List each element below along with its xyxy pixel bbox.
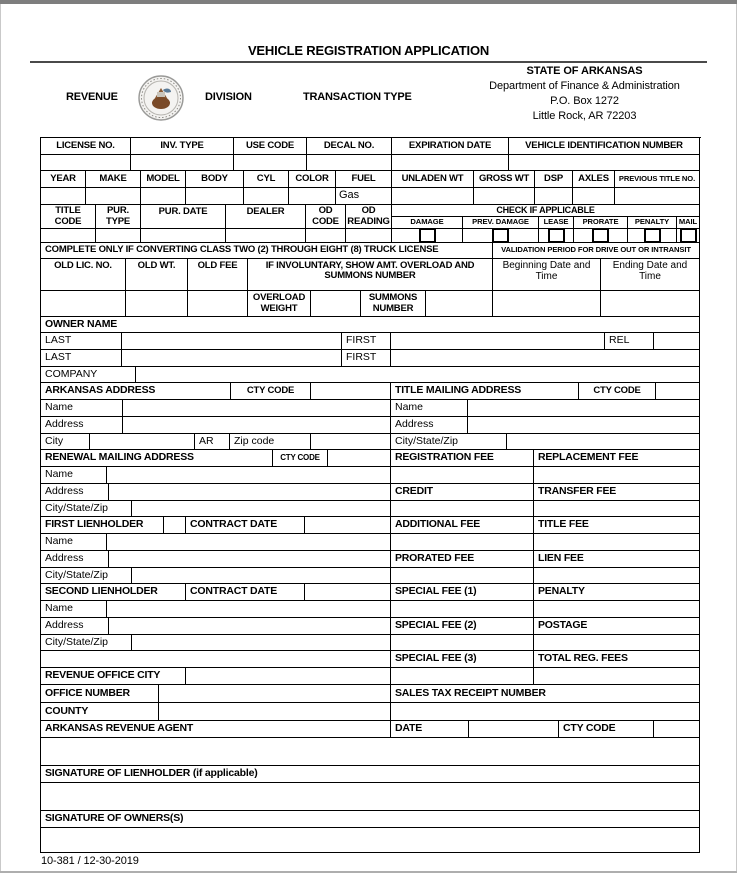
second-contract-date-input[interactable] bbox=[305, 584, 391, 601]
rel-input[interactable] bbox=[654, 333, 700, 350]
arkansas-name-label: Name bbox=[41, 400, 123, 417]
axles-input[interactable] bbox=[573, 188, 615, 205]
credit-input[interactable] bbox=[391, 501, 534, 517]
title-fee-label: TITLE FEE bbox=[534, 517, 700, 534]
title-mailing-cty-code-header: CTY CODE bbox=[579, 383, 656, 400]
axles-header: AXLES bbox=[573, 171, 615, 188]
postage-label: POSTAGE bbox=[534, 618, 700, 635]
overload-weight-header: OVERLOAD WEIGHT bbox=[248, 291, 311, 317]
lien2-name-input[interactable] bbox=[107, 601, 391, 618]
owner1-last-label: LAST bbox=[41, 333, 122, 350]
agency-state: STATE OF ARKANSAS bbox=[526, 65, 643, 77]
od-reading-header: OD READING bbox=[346, 205, 392, 229]
lien1-name-label: Name bbox=[41, 534, 107, 551]
summons-number-header: SUMMONS NUMBER bbox=[361, 291, 426, 317]
pur-date-header: PUR. DATE bbox=[141, 205, 226, 229]
agent-cty-code-label: CTY CODE bbox=[559, 721, 654, 738]
special-fee-2-input[interactable] bbox=[391, 635, 534, 651]
pur-date-input[interactable] bbox=[141, 229, 226, 243]
revenue-office-city-input[interactable] bbox=[186, 668, 391, 685]
lien1-address-label: Address bbox=[41, 551, 109, 568]
color-input[interactable] bbox=[289, 188, 336, 205]
body-input[interactable] bbox=[186, 188, 244, 205]
dealer-header: DEALER bbox=[226, 205, 306, 229]
check-if-applicable-block bbox=[392, 205, 700, 229]
renewal-csz-input[interactable] bbox=[132, 501, 391, 517]
prev-damage-checkbox[interactable] bbox=[492, 229, 509, 243]
sales-tax-receipt-input[interactable] bbox=[391, 703, 700, 721]
vin-input[interactable] bbox=[509, 155, 700, 171]
arkansas-address-label: Address bbox=[41, 417, 123, 434]
summons-number-input[interactable] bbox=[426, 291, 493, 317]
renewal-name-label: Name bbox=[41, 467, 107, 484]
make-header: MAKE bbox=[86, 171, 141, 188]
prorated-fee-label: PRORATED FEE bbox=[391, 551, 534, 568]
pur-type-header: PUR. TYPE bbox=[96, 205, 141, 229]
office-number-label: OFFICE NUMBER bbox=[41, 685, 159, 703]
arkansas-name-input[interactable] bbox=[123, 400, 391, 417]
county-label: COUNTY bbox=[41, 703, 159, 721]
license-no-input[interactable] bbox=[41, 155, 131, 171]
fuel-input[interactable]: Gas bbox=[336, 188, 392, 205]
lienholder-signature-field[interactable] bbox=[41, 783, 700, 811]
prorate-checkbox-cell bbox=[574, 229, 628, 243]
office-number-input[interactable] bbox=[159, 685, 391, 703]
title-code-input[interactable] bbox=[41, 229, 96, 243]
title-mailing-cty-code-input[interactable] bbox=[656, 383, 700, 400]
od-code-input[interactable] bbox=[306, 229, 346, 243]
special-fee-2-label: SPECIAL FEE (2) bbox=[391, 618, 534, 635]
mail-checkbox[interactable] bbox=[680, 229, 697, 243]
title-mailing-address-label: Address bbox=[391, 417, 468, 434]
renewal-cty-code-input[interactable] bbox=[328, 450, 391, 467]
prorate-checkbox[interactable] bbox=[592, 229, 609, 243]
old-wt-header: OLD WT. bbox=[126, 259, 188, 291]
rel-label: REL bbox=[605, 333, 654, 350]
lienholder-signature-label: SIGNATURE OF LIENHOLDER (if applicable) bbox=[41, 766, 700, 783]
lien2-csz-input[interactable] bbox=[132, 635, 391, 651]
agency-po-box: P.O. Box 1272 bbox=[550, 95, 619, 107]
title-mailing-title: TITLE MAILING ADDRESS bbox=[391, 383, 579, 400]
decal-no-header: DECAL NO. bbox=[307, 138, 392, 155]
arkansas-zip-label: Zip code bbox=[230, 434, 311, 450]
lien1-csz-label: City/State/Zip bbox=[41, 568, 132, 584]
blank-cell bbox=[41, 651, 391, 668]
lien-fee-input[interactable] bbox=[534, 568, 700, 584]
division-label: DIVISION bbox=[205, 91, 252, 103]
owner2-last-label: LAST bbox=[41, 350, 122, 367]
owner1-first-input[interactable] bbox=[391, 333, 605, 350]
county-input[interactable] bbox=[159, 703, 391, 721]
replacement-fee-label: REPLACEMENT FEE bbox=[534, 450, 700, 467]
use-code-input[interactable] bbox=[234, 155, 307, 171]
arkansas-cty-code-header: CTY CODE bbox=[231, 383, 311, 400]
owners-signature-field[interactable] bbox=[41, 828, 700, 853]
arkansas-state-seal-icon bbox=[138, 74, 184, 122]
arkansas-address-title: ARKANSAS ADDRESS bbox=[41, 383, 231, 400]
truck-conversion-title: COMPLETE ONLY IF CONVERTING CLASS TWO (2) THROUGH EIGHT (8) TRUCK LICENSE bbox=[41, 243, 493, 259]
lease-checkbox-cell bbox=[539, 229, 574, 243]
prev-damage-header: PREV. DAMAGE bbox=[463, 217, 539, 229]
prorate-header: PRORATE bbox=[574, 217, 628, 229]
lease-checkbox[interactable] bbox=[548, 229, 565, 243]
beginning-datetime-input[interactable] bbox=[493, 291, 601, 317]
revenue-label: REVENUE bbox=[66, 91, 118, 103]
arkansas-state-label: AR bbox=[195, 434, 230, 450]
owner1-last-input[interactable] bbox=[122, 333, 342, 350]
damage-checkbox-cell bbox=[392, 229, 463, 243]
registration-fee-label: REGISTRATION FEE bbox=[391, 450, 534, 467]
lien2-address-input[interactable] bbox=[109, 618, 391, 635]
dsp-input[interactable] bbox=[535, 188, 573, 205]
page-top-edge bbox=[0, 0, 737, 4]
old-lic-no-header: OLD LIC. NO. bbox=[41, 259, 126, 291]
owner2-first-input[interactable] bbox=[391, 350, 700, 367]
renewal-address-label: Address bbox=[41, 484, 109, 501]
registration-fee-input[interactable] bbox=[391, 467, 534, 484]
lien2-csz-label: City/State/Zip bbox=[41, 635, 132, 651]
title-mailing-csz-label: City/State/Zip bbox=[391, 434, 507, 450]
ending-datetime-input[interactable] bbox=[601, 291, 700, 317]
old-wt-input[interactable] bbox=[126, 291, 188, 317]
form-title: VEHICLE REGISTRATION APPLICATION bbox=[247, 43, 490, 58]
model-header: MODEL bbox=[141, 171, 186, 188]
overload-weight-input[interactable] bbox=[311, 291, 361, 317]
renewal-name-input[interactable] bbox=[107, 467, 391, 484]
renewal-address-input[interactable] bbox=[109, 484, 391, 501]
arkansas-zip-input[interactable] bbox=[311, 434, 391, 450]
cyl-header: CYL bbox=[244, 171, 289, 188]
unladen-wt-header: UNLADEN WT bbox=[392, 171, 474, 188]
company-label: COMPANY bbox=[41, 367, 136, 383]
od-code-header: OD CODE bbox=[306, 205, 346, 229]
validation-period-title: VALIDATION PERIOD FOR DRIVE OUT OR INTRANSIT bbox=[493, 243, 700, 259]
beginning-datetime-header: Beginning Date and Time bbox=[493, 259, 601, 291]
mail-checkbox-cell bbox=[677, 229, 700, 243]
check-if-applicable-title: CHECK IF APPLICABLE bbox=[392, 205, 700, 217]
credit-label: CREDIT bbox=[391, 484, 534, 501]
damage-checkbox[interactable] bbox=[419, 229, 436, 243]
first-lienholder-code-input[interactable] bbox=[164, 517, 186, 534]
additional-fee-label: ADDITIONAL FEE bbox=[391, 517, 534, 534]
expiration-date-input[interactable] bbox=[392, 155, 509, 171]
old-fee-input[interactable] bbox=[188, 291, 248, 317]
inv-type-header: INV. TYPE bbox=[131, 138, 234, 155]
penalty-header: PENALTY bbox=[628, 217, 677, 229]
title-mailing-address-input[interactable] bbox=[468, 417, 700, 434]
company-input[interactable] bbox=[136, 367, 700, 383]
special-fee-3-input[interactable] bbox=[391, 668, 534, 685]
involuntary-header: IF INVOLUNTARY, SHOW AMT. OVERLOAD AND SUMMONS NUMBER bbox=[248, 259, 493, 291]
expiration-date-header: EXPIRATION DATE bbox=[392, 138, 509, 155]
make-input[interactable] bbox=[86, 188, 141, 205]
date-label: DATE bbox=[391, 721, 469, 738]
decal-no-input[interactable] bbox=[307, 155, 392, 171]
cyl-input[interactable] bbox=[244, 188, 289, 205]
inv-type-input[interactable] bbox=[131, 155, 234, 171]
renewal-title: RENEWAL MAILING ADDRESS bbox=[41, 450, 273, 467]
first-contract-date-label: CONTRACT DATE bbox=[186, 517, 305, 534]
color-header: COLOR bbox=[289, 171, 336, 188]
lease-header: LEASE bbox=[539, 217, 574, 229]
owners-signature-label: SIGNATURE OF OWNERS(S) bbox=[41, 811, 700, 828]
form-grid bbox=[40, 137, 701, 853]
penalty-fee-input[interactable] bbox=[534, 601, 700, 618]
penalty-fee-label: PENALTY bbox=[534, 584, 700, 601]
owner-name-title: OWNER NAME bbox=[41, 317, 700, 333]
pur-type-input[interactable] bbox=[96, 229, 141, 243]
penalty-checkbox[interactable] bbox=[644, 229, 661, 243]
first-lienholder-title: FIRST LIENHOLDER bbox=[41, 517, 164, 534]
total-reg-fees-input[interactable] bbox=[534, 668, 700, 685]
first-contract-date-input[interactable] bbox=[305, 517, 391, 534]
agency-city: Little Rock, AR 72203 bbox=[532, 110, 637, 122]
title-mailing-csz-input[interactable] bbox=[507, 434, 700, 450]
prorated-fee-input[interactable] bbox=[391, 568, 534, 584]
title-mailing-name-input[interactable] bbox=[468, 400, 700, 417]
title-code-header: TITLE CODE bbox=[41, 205, 96, 229]
arkansas-address-input[interactable] bbox=[123, 417, 391, 434]
lien2-address-label: Address bbox=[41, 618, 109, 635]
dealer-input[interactable] bbox=[226, 229, 306, 243]
prev-damage-checkbox-cell bbox=[463, 229, 539, 243]
old-fee-header: OLD FEE bbox=[188, 259, 248, 291]
title-fee-input[interactable] bbox=[534, 534, 700, 551]
revenue-office-city-label: REVENUE OFFICE CITY bbox=[41, 668, 186, 685]
transaction-type-label: TRANSACTION TYPE bbox=[303, 91, 412, 103]
title-divider bbox=[30, 61, 707, 63]
license-no-header: LICENSE NO. bbox=[41, 138, 131, 155]
vin-header: VEHICLE IDENTIFICATION NUMBER bbox=[509, 138, 700, 155]
model-input[interactable] bbox=[141, 188, 186, 205]
sales-tax-receipt-label: SALES TAX RECEIPT NUMBER bbox=[391, 685, 700, 703]
mail-header: MAIL bbox=[677, 217, 700, 229]
year-input[interactable] bbox=[41, 188, 86, 205]
lien-fee-label: LIEN FEE bbox=[534, 551, 700, 568]
arkansas-city-input[interactable] bbox=[90, 434, 195, 450]
previous-title-no-input[interactable] bbox=[615, 188, 700, 205]
gross-wt-header: GROSS WT bbox=[474, 171, 535, 188]
previous-title-no-header: PREVIOUS TITLE NO. bbox=[615, 171, 700, 188]
postage-input[interactable] bbox=[534, 635, 700, 651]
date-input[interactable] bbox=[469, 721, 559, 738]
body-header: BODY bbox=[186, 171, 244, 188]
agent-cty-code-input[interactable] bbox=[654, 721, 700, 738]
od-reading-input[interactable] bbox=[346, 229, 392, 243]
second-contract-date-label: CONTRACT DATE bbox=[186, 584, 305, 601]
dsp-header: DSP bbox=[535, 171, 573, 188]
damage-header: DAMAGE bbox=[392, 217, 463, 229]
special-fee-1-label: SPECIAL FEE (1) bbox=[391, 584, 534, 601]
old-lic-no-input[interactable] bbox=[41, 291, 126, 317]
revenue-agent-label: ARKANSAS REVENUE AGENT bbox=[41, 721, 391, 738]
additional-fee-input[interactable] bbox=[391, 534, 534, 551]
lien2-name-label: Name bbox=[41, 601, 107, 618]
lien1-name-input[interactable] bbox=[107, 534, 391, 551]
transfer-fee-input[interactable] bbox=[534, 501, 700, 517]
arkansas-city-label: City bbox=[41, 434, 90, 450]
lien1-address-input[interactable] bbox=[109, 551, 391, 568]
ending-datetime-header: Ending Date and Time bbox=[601, 259, 700, 291]
total-reg-fees-label: TOTAL REG. FEES bbox=[534, 651, 700, 668]
year-header: YEAR bbox=[41, 171, 86, 188]
use-code-header: USE CODE bbox=[234, 138, 307, 155]
unladen-wt-input[interactable] bbox=[392, 188, 474, 205]
revenue-agent-signature-field[interactable] bbox=[41, 738, 700, 766]
special-fee-1-input[interactable] bbox=[391, 601, 534, 618]
agency-address-block bbox=[462, 64, 707, 124]
arkansas-cty-code-input[interactable] bbox=[311, 383, 391, 400]
special-fee-3-label: SPECIAL FEE (3) bbox=[391, 651, 534, 668]
second-lienholder-title: SECOND LIENHOLDER bbox=[41, 584, 186, 601]
renewal-cty-code-header: CTY CODE bbox=[273, 450, 328, 467]
penalty-checkbox-cell bbox=[628, 229, 677, 243]
owner1-first-label: FIRST bbox=[342, 333, 391, 350]
lien1-csz-input[interactable] bbox=[132, 568, 391, 584]
renewal-csz-label: City/State/Zip bbox=[41, 501, 132, 517]
owner2-last-input[interactable] bbox=[122, 350, 342, 367]
replacement-fee-input[interactable] bbox=[534, 467, 700, 484]
transfer-fee-label: TRANSFER FEE bbox=[534, 484, 700, 501]
form-number: 10-381 / 12-30-2019 bbox=[41, 855, 139, 867]
agency-department: Department of Finance & Administration bbox=[489, 80, 680, 92]
title-mailing-name-label: Name bbox=[391, 400, 468, 417]
owner2-first-label: FIRST bbox=[342, 350, 391, 367]
fuel-header: FUEL bbox=[336, 171, 392, 188]
gross-wt-input[interactable] bbox=[474, 188, 535, 205]
